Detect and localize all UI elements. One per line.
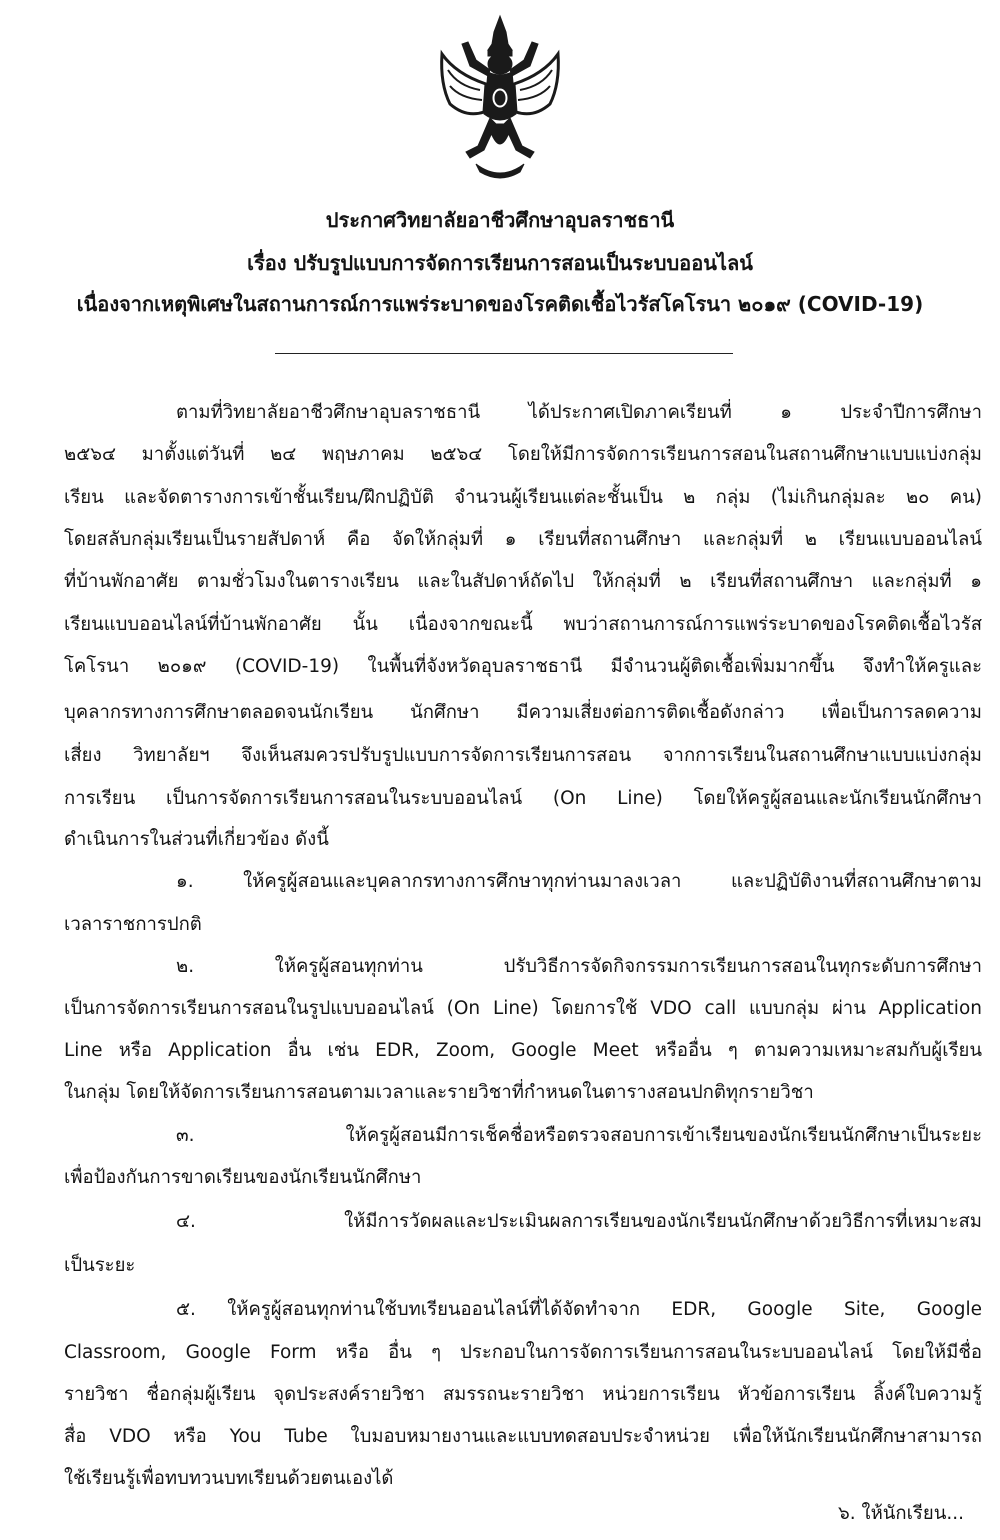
list-item-1-cont: เวลาราชการปกติ xyxy=(64,914,202,935)
list-item-4-cont: เป็นระยะ xyxy=(64,1255,136,1276)
list-item-2-cont: ในกลุ่ม โดยให้จัดการเรียนการสอนตามเวลาและรายวิชาที่กำหนดในตารางสอนปกติทุกรายวิชา xyxy=(64,1082,814,1103)
paragraph-line: ดำเนินการในส่วนที่เกี่ยวข้อง ดังนี้ xyxy=(64,829,329,850)
list-item-3: ๓. ให้ครูผู้สอนมีการเช็คชื่อหรือตรวจสอบการเข้าเรียนของนักเรียนนักศึกษาเป็นระยะ xyxy=(176,1125,982,1146)
garuda-emblem-icon xyxy=(436,14,564,184)
paragraph-line: ตามที่วิทยาลัยอาชีวศึกษาอุบลราชธานี ได้ประกาศเปิดภาคเรียนที่ ๑ ประจำปีการศึกษา xyxy=(176,402,982,423)
list-item-2-cont: เป็นการจัดการเรียนการสอนในรูปแบบออนไลน์ (On Line) โดยการใช้ VDO call แบบกลุ่ม ผ่าน Application xyxy=(64,998,982,1019)
paragraph-line: เสี่ยง วิทยาลัยฯ จึงเห็นสมควรปรับรูปแบบการจัดการเรียนการสอน จากการเรียนในสถานศึกษาแบบแบ่งกลุ่ม xyxy=(64,745,982,766)
list-item-5-cont: Classroom, Google Form หรือ อื่น ๆ ประกอบในการจัดการเรียนการสอนในระบบออนไลน์ โดยให้มีชื่อ xyxy=(64,1342,982,1363)
paragraph-line: การเรียน เป็นการจัดการเรียนการสอนในระบบออนไลน์ (On Line) โดยให้ครูผู้สอนและนักเรียนนักศึกษา xyxy=(64,788,982,809)
announcement-reason: เนื่องจากเหตุพิเศษในสถานการณ์การแพร่ระบาดของโรคติดเชื้อไวรัสโคโรนา ๒๐๑๙ (COVID-19) xyxy=(76,292,924,316)
list-item-2: ๒. ให้ครูผู้สอนทุกท่าน ปรับวิธีการจัดกิจกรรมการเรียนการสอนในทุกระดับการศึกษา xyxy=(176,956,982,977)
paragraph-line: โดยสลับกลุ่มเรียนเป็นรายสัปดาห์ คือ จัดให้กลุ่มที่ ๑ เรียนที่สถานศึกษา และกลุ่มที่ ๒ เรียนแบบออนไลน์ xyxy=(64,529,982,550)
list-item-5-cont: รายวิชา ชื่อกลุ่มผู้เรียน จุดประสงค์รายวิชา สมรรถนะรายวิชา หน่วยการเรียน หัวข้อการเรียน ลิ้งค์ใบความรู้ xyxy=(64,1384,982,1405)
paragraph-line: บุคลากรทางการศึกษาตลอดจนนักเรียน นักศึกษา มีความเสี่ยงต่อการติดเชื้อดังกล่าว เพื่อเป็นการลดความ xyxy=(64,702,982,723)
list-item-2-cont: Line หรือ Application อื่น เช่น EDR, Zoom, Google Meet หรืออื่น ๆ ตามความเหมาะสมกับผู้เรียน xyxy=(64,1040,982,1061)
announcement-title: ประกาศวิทยาลัยอาชีวศึกษาอุบลราชธานี xyxy=(325,208,675,232)
paragraph-line: เรียน และจัดตารางการเข้าชั้นเรียน/ฝึกปฏิบัติ จำนวนผู้เรียนแต่ละชั้นเป็น ๒ กลุ่ม (ไม่เกินกลุ่มละ ๒๐ คน) xyxy=(64,487,982,508)
list-item-1: ๑. ให้ครูผู้สอนและบุคลากรทางการศึกษาทุกท่านมาลงเวลา และปฏิบัติงานที่สถานศึกษาตาม xyxy=(176,871,982,892)
list-item-5: ๕. ให้ครูผู้สอนทุกท่านใช้บทเรียนออนไลน์ที่ได้จัดทำจาก EDR, Google Site, Google xyxy=(176,1299,982,1320)
paragraph-line: ที่บ้านพักอาศัย ตามชั่วโมงในตารางเรียน และในสัปดาห์ถัดไป ให้กลุ่มที่ ๒ เรียนที่สถานศึกษา และกลุ่มที่ ๑ xyxy=(64,571,982,592)
list-item-3-cont: เพื่อป้องกันการขาดเรียนของนักเรียนนักศึกษา xyxy=(64,1167,422,1188)
list-item-5-cont: ใช้เรียนรู้เพื่อทบทวนบทเรียนด้วยตนเองได้ xyxy=(64,1468,394,1489)
announcement-subject: เรื่อง ปรับรูปแบบการจัดการเรียนการสอนเป็นระบบออนไลน์ xyxy=(247,251,753,275)
list-item-5-cont: สื่อ VDO หรือ You Tube ใบมอบหมายงานและแบบทดสอบประจำหน่วย เพื่อให้นักเรียนนักศึกษาสามารถ xyxy=(64,1426,982,1447)
list-item-4: ๔. ให้มีการวัดผลและประเมินผลการเรียนของนักเรียนนักศึกษาด้วยวิธีการที่เหมาะสม xyxy=(176,1211,982,1232)
paragraph-line: ๒๕๖๔ มาตั้งแต่วันที่ ๒๔ พฤษภาคม ๒๕๖๔ โดยให้มีการจัดการเรียนการสอนในสถานศึกษาแบบแบ่งกลุ่ม xyxy=(64,444,982,465)
paragraph-line: เรียนแบบออนไลน์ที่บ้านพักอาศัย นั้น เนื่องจากขณะนี้ พบว่าสถานการณ์การแพร่ระบาดของโรคติดเชื้อไวรัส xyxy=(64,614,982,635)
paragraph-line: โคโรนา ๒๐๑๙ (COVID-19) ในพื้นที่จังหวัดอุบลราชธานี มีจำนวนผู้ติดเชื้อเพิ่มมากขึ้น จึงทำให้ครูและ xyxy=(64,656,982,677)
continuation-marker: ๖. ให้นักเรียน... xyxy=(838,1503,964,1524)
title-divider xyxy=(275,353,733,354)
